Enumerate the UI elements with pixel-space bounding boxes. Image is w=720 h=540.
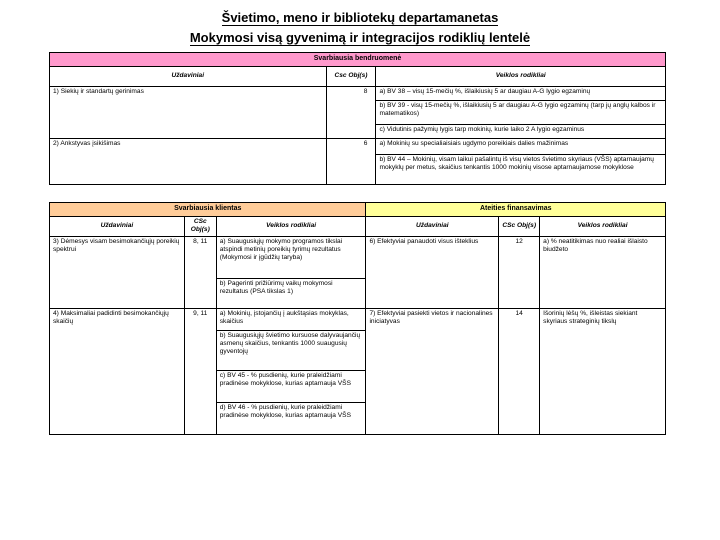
indicator-cell: a) Mokinių su specialiaisiais ugdymo poreikiais dalies mažinimas xyxy=(376,138,666,154)
col-header-csc: Csc Obj(s) xyxy=(326,66,376,86)
col-header-csc: CSc Obj(s) xyxy=(499,216,540,236)
col-header-indicators: Veiklos rodikliai xyxy=(376,66,666,86)
finance-task-cell: 7) Efektyviai pasiekti vietos ir nacionalines iniciatyvas xyxy=(366,308,499,434)
task-cell: 4) Maksimaliai padidinti besimokančiųjų skaičių xyxy=(50,308,185,434)
indicator-cell: b) BV 44 – Mokinių, visam laikui pašalintų iš visų vietos švietimo skyriaus (VŠS) aptarnaujamų mokyklų per metus, skaičius tenkantis 1000 mokinių visose aptarnaujamose mokyklose xyxy=(376,154,666,184)
indicator-cell: b) Pagerinti prižiūrimų vaikų mokymosi rezultatus (PSA tikslas 1) xyxy=(216,278,366,308)
indicator-cell: b) BV 39 - visų 15-mečių %, išlaikiusių 5 ar daugiau A-G lygio egzaminų (tarp jų anglų kalbos ir matematikos) xyxy=(376,100,666,124)
col-header-indicators: Veiklos rodikliai xyxy=(540,216,666,236)
csc-cell: 6 xyxy=(326,138,376,184)
col-header-tasks: Uždaviniai xyxy=(50,216,185,236)
section-header-finance: Ateities finansavimas xyxy=(366,203,666,217)
client-finance-table xyxy=(49,202,666,435)
indicator-cell: c) Vidutinis pažymių lygis tarp mokinių, kurie laiko 2 A lygio egzaminus xyxy=(376,124,666,138)
finance-csc-cell: 12 xyxy=(499,236,540,308)
department-title: Švietimo, meno ir bibliotekų departamanetas xyxy=(221,10,499,25)
indicator-cell: c) BV 45 - % pusdienių, kurie praleidžiami pradinėse mokyklose, kurias aptarnauja VŠS xyxy=(216,370,366,402)
community-table xyxy=(49,52,666,185)
finance-task-cell: 6) Efektyviai panaudoti visus išteklius xyxy=(366,236,499,308)
col-header-csc: CSc Obj(s) xyxy=(184,216,216,236)
indicator-cell: a) Mokinių, įstojančių į aukštąsias mokyklas, skaičius xyxy=(216,308,366,330)
section-header-community: Svarbiausia bendruomenė xyxy=(50,53,666,67)
col-header-indicators: Veiklos rodikliai xyxy=(216,216,366,236)
task-cell: 3) Dėmesys visam besimokančiųjų poreikių spektrui xyxy=(50,236,185,308)
indicator-cell: a) Suaugusiųjų mokymo programos tikslai atspindi metinių poreikių tyrimų rezultatus (Mokymosi ir įgūdžių taryba) xyxy=(216,236,366,278)
col-header-tasks: Uždaviniai xyxy=(366,216,499,236)
task-cell: 2) Ankstyvas įsikišimas xyxy=(50,138,327,184)
table-title: Mokymosi visą gyvenimą ir integracijos rodiklių lentelė xyxy=(189,30,531,45)
section-header-client: Svarbiausia klientas xyxy=(50,203,366,217)
finance-csc-cell: 14 xyxy=(499,308,540,434)
indicator-cell: b) Suaugusiųjų švietimo kursuose dalyvaujančių asmenų skaičius, tenkantis 1000 suaugusių gyventojų xyxy=(216,330,366,370)
indicator-cell: a) BV 38 – visų 15-mečių %, išlaikiusių 5 ar daugiau A-G lygio egzaminų xyxy=(376,86,666,100)
csc-cell: 8 xyxy=(326,86,376,138)
csc-cell: 8, 11 xyxy=(184,236,216,308)
task-cell: 1) Siekių ir standartų gerinimas xyxy=(50,86,327,138)
finance-indicator-cell: Išorinių lėšų %, išleistas siekiant skyriaus strateginių tikslų xyxy=(540,308,666,434)
col-header-tasks: Uždaviniai xyxy=(50,66,327,86)
finance-indicator-cell: a) % neatitikimas nuo realiai išlaisto biudžeto xyxy=(540,236,666,308)
indicator-cell: d) BV 46 - % pusdienių, kurie praleidžiami pradinėse mokyklose, kurias aptarnauja VŠS xyxy=(216,402,366,434)
csc-cell: 9, 11 xyxy=(184,308,216,434)
